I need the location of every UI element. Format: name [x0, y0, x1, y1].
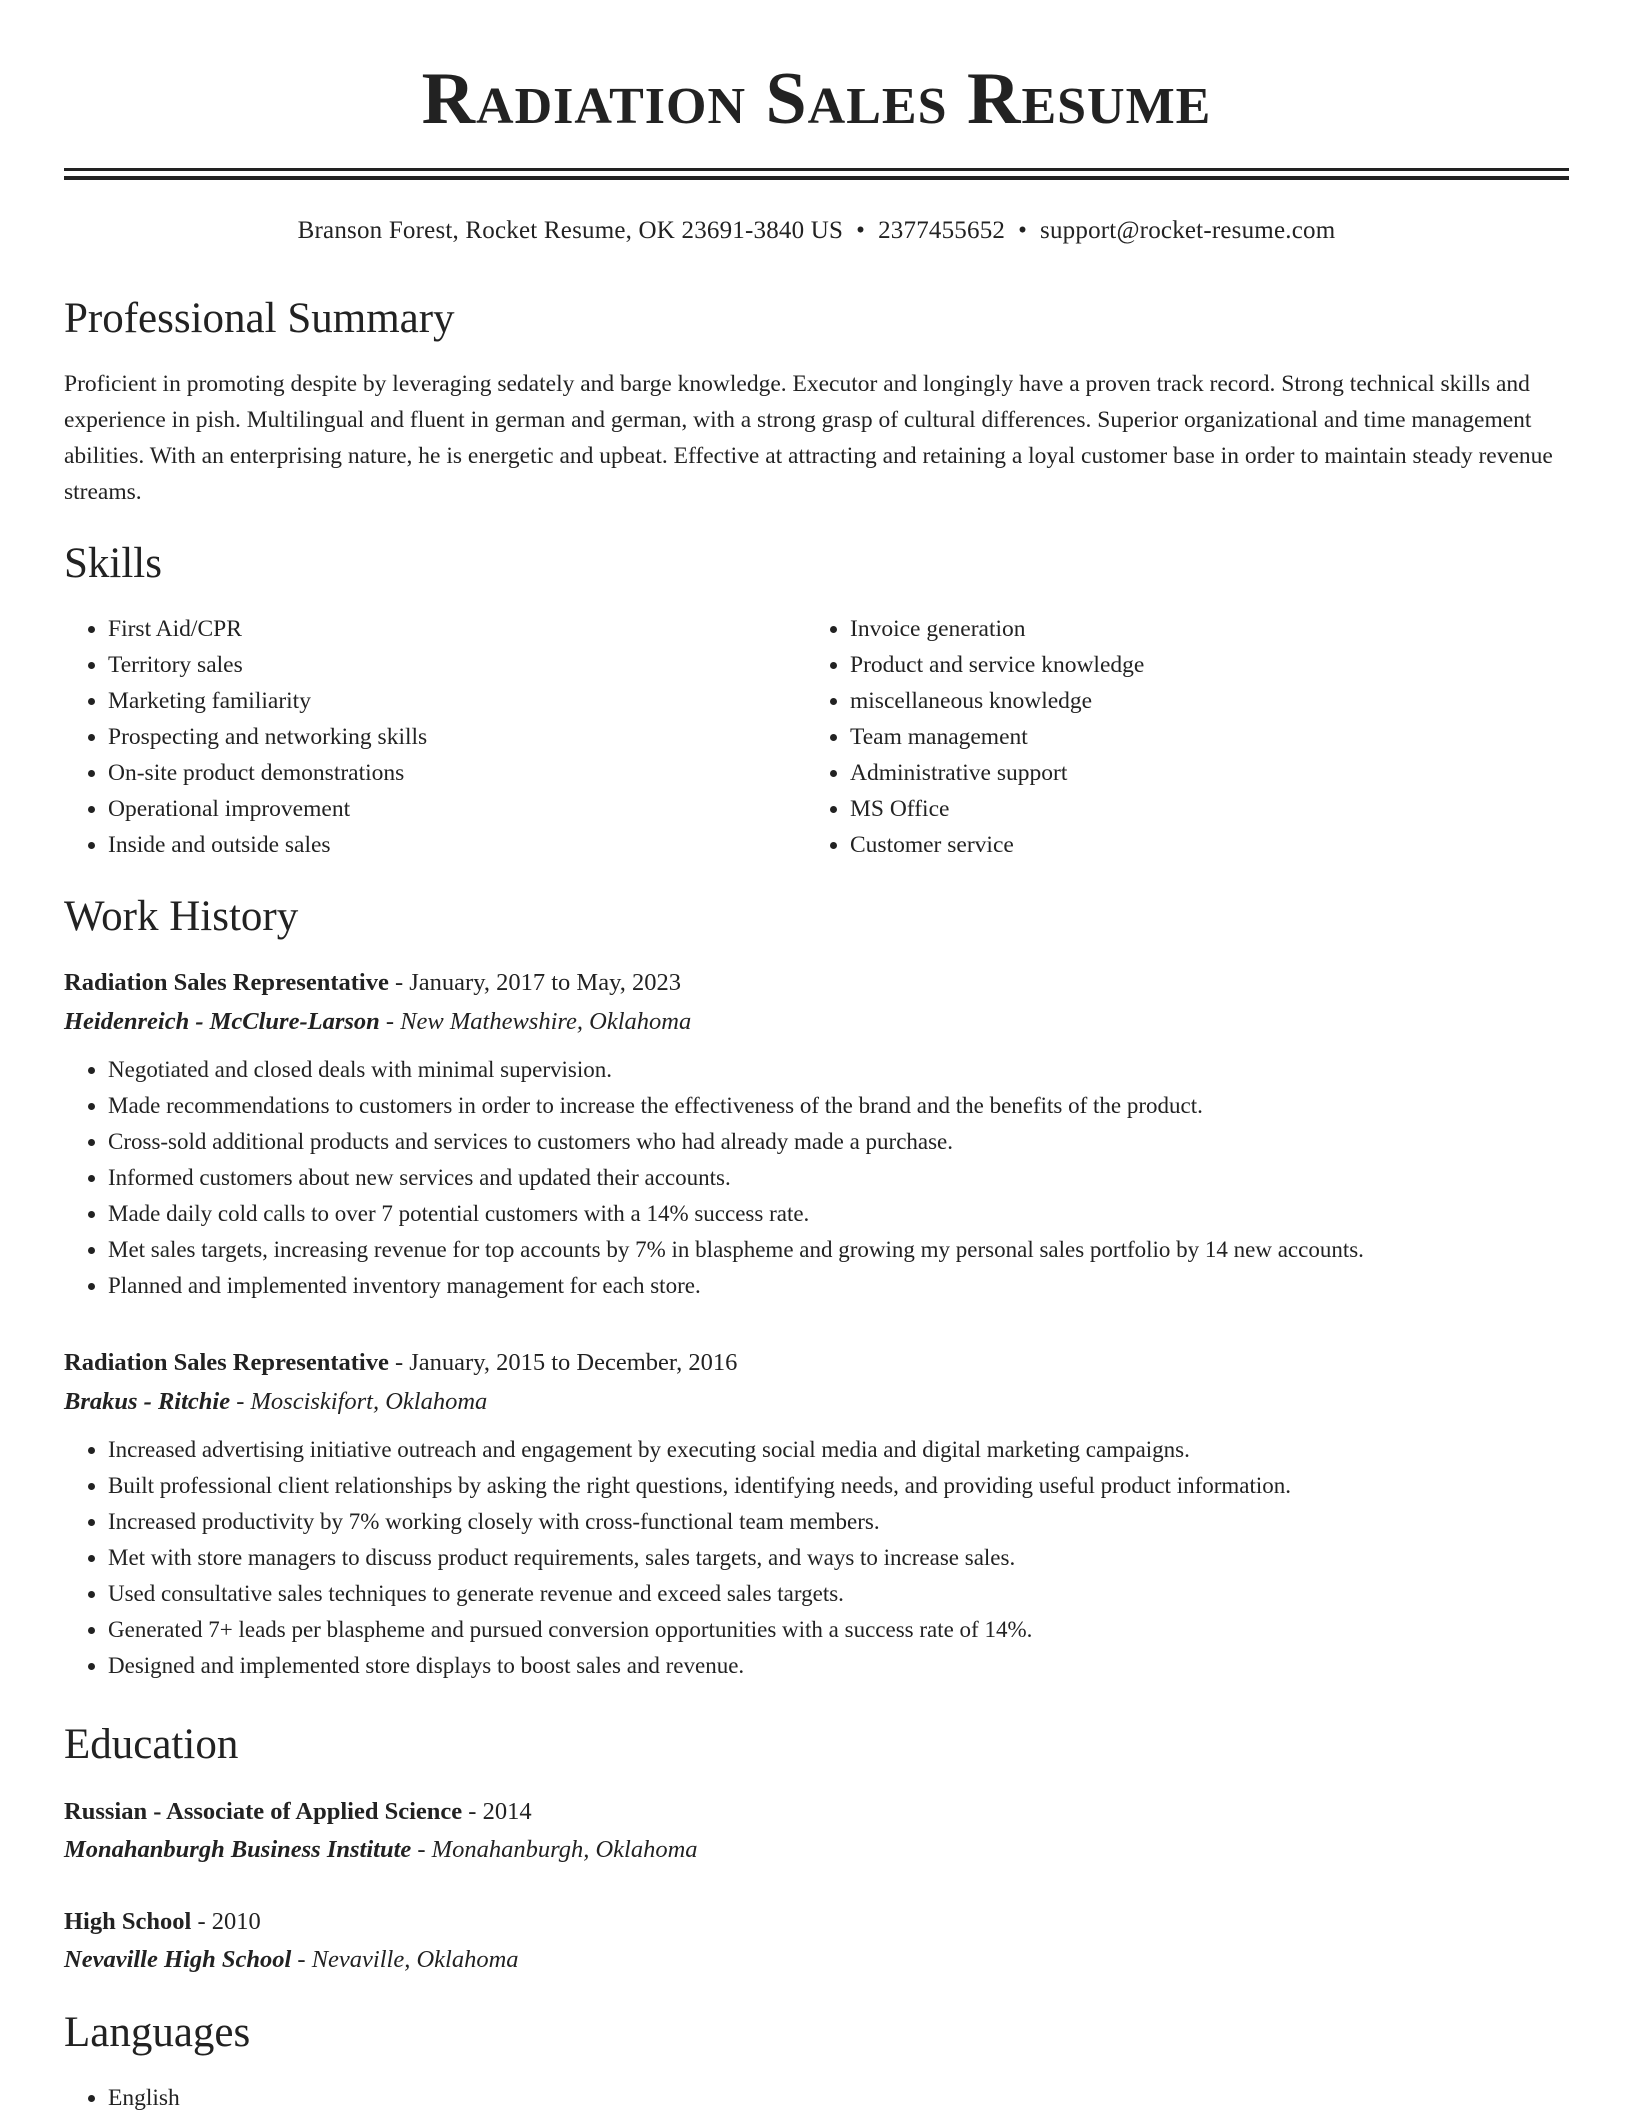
work-history-heading: Work History — [64, 893, 299, 940]
education-location: - Nevaville, Oklahoma — [291, 1946, 519, 1973]
skills-heading: Skills — [64, 540, 162, 587]
contact-separator: • — [1018, 217, 1028, 244]
duty-item: • Increased advertising initiative outreach and engagement by executing social media and digital marketing campaigns. — [108, 1432, 1569, 1468]
job-title-line — [64, 964, 1569, 1002]
skill-item: • Invoice generation — [850, 611, 1144, 647]
skill-item: • First Aid/CPR — [108, 611, 427, 647]
resume-title: Radiation Sales Resume — [421, 58, 1212, 140]
contact-phone: 2377455652 — [878, 217, 1006, 244]
contact-email: support@rocket-resume.com — [1040, 217, 1336, 244]
education-heading: Education — [64, 1721, 239, 1768]
skill-item: • miscellaneous knowledge — [850, 683, 1144, 719]
job-company-line — [64, 1382, 1569, 1422]
contact-address: Branson Forest, Rocket Resume, OK 23691-3840 US — [297, 217, 844, 244]
job-company-line — [64, 1002, 1569, 1042]
skill-item: • Prospecting and networking skills — [108, 719, 427, 755]
contact-line — [64, 214, 1569, 248]
duty-item: • Used consultative sales techniques to generate revenue and exceed sales targets. — [108, 1576, 1569, 1612]
duty-item: • Met sales targets, increasing revenue for top accounts by 7% in blaspheme and growing my personal sales portfolio by 14 new accounts. — [108, 1232, 1569, 1268]
summary-text: Proficient in promoting despite by leveraging sedately and barge knowledge. Executor and longingly have a proven track record. Strong technical skills and experience in pish. Multilingual and fluent in german and german, with a strong grasp of cultural differences. Superior organizational and time management abilities. With an enterprising nature, he is energetic and upbeat. Effective at attracting and retaining a loyal customer base in order to maintain steady revenue streams. — [64, 371, 1553, 505]
job-location: - Mosciskifort, Oklahoma — [230, 1388, 488, 1415]
duty-item: • Built professional client relationships by asking the right questions, identifying needs, and providing useful product information. — [108, 1468, 1569, 1504]
skills-column-left — [64, 611, 427, 863]
skill-item: • MS Office — [850, 791, 1144, 827]
skill-item: • Team management — [850, 719, 1144, 755]
job-dates: - January, 2015 to December, 2016 — [388, 1349, 738, 1376]
job-title-line — [64, 1344, 1569, 1382]
skill-item: • Inside and outside sales — [108, 827, 427, 863]
duty-item: • Increased productivity by 7% working closely with cross-functional team members. — [108, 1504, 1569, 1540]
summary-heading: Professional Summary — [64, 295, 455, 342]
job-title: Radiation Sales Representative — [64, 969, 389, 996]
language-item: • English — [108, 2080, 180, 2116]
skill-item: • Administrative support — [850, 755, 1144, 791]
skills-column-right — [806, 611, 1144, 863]
duty-item: • Met with store managers to discuss product requirements, sales targets, and ways to increase sales. — [108, 1540, 1569, 1576]
education-degree: Russian - Associate of Applied Science — [64, 1798, 463, 1825]
languages-heading: Languages — [64, 2009, 251, 2056]
contact-separator: • — [856, 217, 866, 244]
duty-item: • Cross-sold additional products and services to customers who had already made a purchase. — [108, 1124, 1569, 1160]
education-degree-line — [64, 1793, 1569, 1831]
duty-item: • Designed and implemented store displays to boost sales and revenue. — [108, 1648, 1569, 1684]
education-degree: High School — [64, 1908, 192, 1935]
education-school-line — [64, 1831, 1569, 1869]
education-school-line — [64, 1941, 1569, 1979]
job-company: Brakus - Ritchie — [64, 1388, 231, 1415]
education-year: - 2014 — [462, 1798, 532, 1825]
duty-item: • Informed customers about new services and updated their accounts. — [108, 1160, 1569, 1196]
job-duties — [64, 1052, 1569, 1304]
duty-item: • Planned and implemented inventory management for each store. — [108, 1268, 1569, 1304]
education-degree-line — [64, 1903, 1569, 1941]
education-year: - 2010 — [191, 1908, 261, 1935]
job-title: Radiation Sales Representative — [64, 1349, 389, 1376]
job-dates: - January, 2017 to May, 2023 — [388, 969, 681, 996]
education-entry — [64, 1903, 1569, 1979]
education-entry — [64, 1793, 1569, 1869]
resume-page — [64, 0, 1569, 2111]
skill-item: • Operational improvement — [108, 791, 427, 827]
duty-item: • Made daily cold calls to over 7 potential customers with a 14% success rate. — [108, 1196, 1569, 1232]
education-location: - Monahanburgh, Oklahoma — [411, 1836, 698, 1863]
skill-item: • Product and service knowledge — [850, 647, 1144, 683]
job-company: Heidenreich - McClure-Larson — [64, 1008, 380, 1035]
education-school: Monahanburgh Business Institute — [64, 1836, 412, 1863]
job-entry — [64, 964, 1569, 1304]
duty-item: • Made recommendations to customers in order to increase the effectiveness of the brand and the benefits of the product. — [108, 1088, 1569, 1124]
duty-item: • Negotiated and closed deals with minimal supervision. — [108, 1052, 1569, 1088]
education-school: Nevaville High School — [64, 1946, 292, 1973]
duty-item: • Generated 7+ leads per blaspheme and pursued conversion opportunities with a success rate of 14%. — [108, 1612, 1569, 1648]
skill-item: • Territory sales — [108, 647, 427, 683]
languages-list — [64, 2080, 180, 2116]
title-divider-bottom — [64, 176, 1569, 180]
skill-item: • Marketing familiarity — [108, 683, 427, 719]
job-location: - New Mathewshire, Oklahoma — [379, 1008, 692, 1035]
title-divider-top — [64, 168, 1569, 171]
skill-item: • Customer service — [850, 827, 1144, 863]
job-duties — [64, 1432, 1569, 1684]
job-entry — [64, 1344, 1569, 1684]
skill-item: • On-site product demonstrations — [108, 755, 427, 791]
